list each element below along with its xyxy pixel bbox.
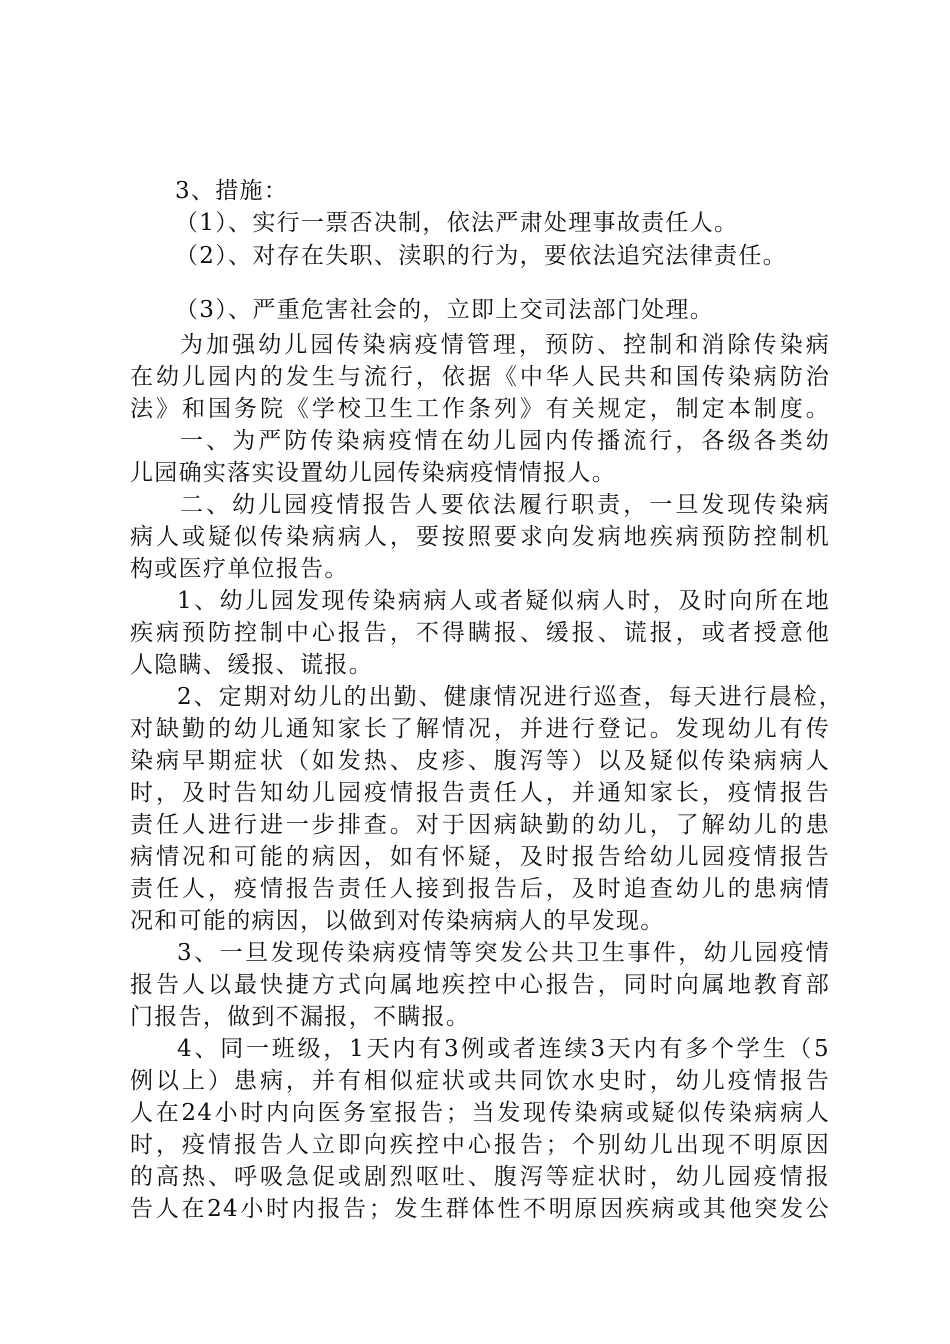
text-line: 一、为严防传染病疫情在幼儿园内传播流行，各级各类幼 bbox=[180, 428, 830, 454]
text-line: 的高热、呼吸急促或剧烈呕吐、腹泻等症状时，幼儿园疫情报 bbox=[130, 1164, 830, 1190]
text-line: 报告人以最快捷方式向属地疾控中心报告，同时向属地教育部 bbox=[130, 972, 830, 998]
text-line: 构或医疗单位报告。 bbox=[130, 556, 349, 582]
text-line: （3）、严重危害社会的，立即上交司法部门处理。 bbox=[175, 297, 715, 323]
text-line: 染病早期症状（如发热、皮疹、腹泻等）以及疑似传染病病人 bbox=[130, 748, 830, 774]
text-line: 例以上）患病，并有相似症状或共同饮水史时，幼儿疫情报告 bbox=[130, 1068, 830, 1094]
text-line: 责任人进行进一步排查。对于因病缺勤的幼儿，了解幼儿的患 bbox=[130, 812, 830, 838]
text-line: 在幼儿园内的发生与流行，依据《中华人民共和国传染病防治 bbox=[130, 364, 830, 390]
text-line: 时，疫情报告人立即向疾控中心报告；个别幼儿出现不明原因 bbox=[130, 1132, 830, 1158]
text-line: 为加强幼儿园传染病疫情管理，预防、控制和消除传染病 bbox=[180, 332, 830, 358]
text-line: 对缺勤的幼儿通知家长了解情况，并进行登记。发现幼儿有传 bbox=[130, 716, 830, 742]
text-line: 门报告，做到不漏报，不瞒报。 bbox=[130, 1004, 471, 1030]
text-line: 儿园确实落实设置幼儿园传染病疫情情报人。 bbox=[130, 460, 616, 486]
text-line: 病情况和可能的病因，如有怀疑，及时报告给幼儿园疫情报告 bbox=[130, 844, 830, 870]
text-line: （2）、对存在失职、渎职的行为，要依法追究法律责任。 bbox=[175, 243, 787, 269]
text-line: 病人或疑似传染病病人，要按照要求向发病地疾病预防控制机 bbox=[130, 524, 830, 550]
text-line: 人在24小时内向医务室报告；当发现传染病或疑似传染病病人 bbox=[130, 1100, 830, 1126]
text-line: 2、定期对幼儿的出勤、健康情况进行巡查，每天进行晨检， bbox=[177, 684, 843, 710]
text-line: 1、幼儿园发现传染病病人或者疑似病人时，及时向所在地 bbox=[177, 588, 830, 614]
text-line: 疾病预防控制中心报告，不得瞒报、缓报、谎报，或者授意他 bbox=[130, 620, 830, 646]
text-line: 二、幼儿园疫情报告人要依法履行职责，一旦发现传染病 bbox=[180, 492, 830, 518]
text-line: 时，及时告知幼儿园疫情报告责任人，并通知家长，疫情报告 bbox=[130, 780, 830, 806]
text-line: 3、措施： bbox=[175, 178, 289, 204]
text-line: 人隐瞒、缓报、谎报。 bbox=[130, 652, 373, 678]
text-line: （1）、实行一票否决制，依法严肃处理事故责任人。 bbox=[175, 210, 739, 236]
text-line: 告人在24小时内报告；发生群体性不明原因疾病或其他突发公 bbox=[130, 1196, 830, 1222]
text-line: 法》和国务院《学校卫生工作条列》有关规定，制定本制度。 bbox=[130, 396, 830, 422]
text-line: 责任人，疫情报告责任人接到报告后，及时追查幼儿的患病情 bbox=[130, 876, 830, 902]
text-line: 3、一旦发现传染病疫情等突发公共卫生事件，幼儿园疫情 bbox=[177, 940, 830, 966]
text-line: 况和可能的病因，以做到对传染病病人的早发现。 bbox=[130, 908, 665, 934]
text-line: 4、同一班级，1天内有3例或者连续3天内有多个学生（5 bbox=[177, 1036, 830, 1062]
